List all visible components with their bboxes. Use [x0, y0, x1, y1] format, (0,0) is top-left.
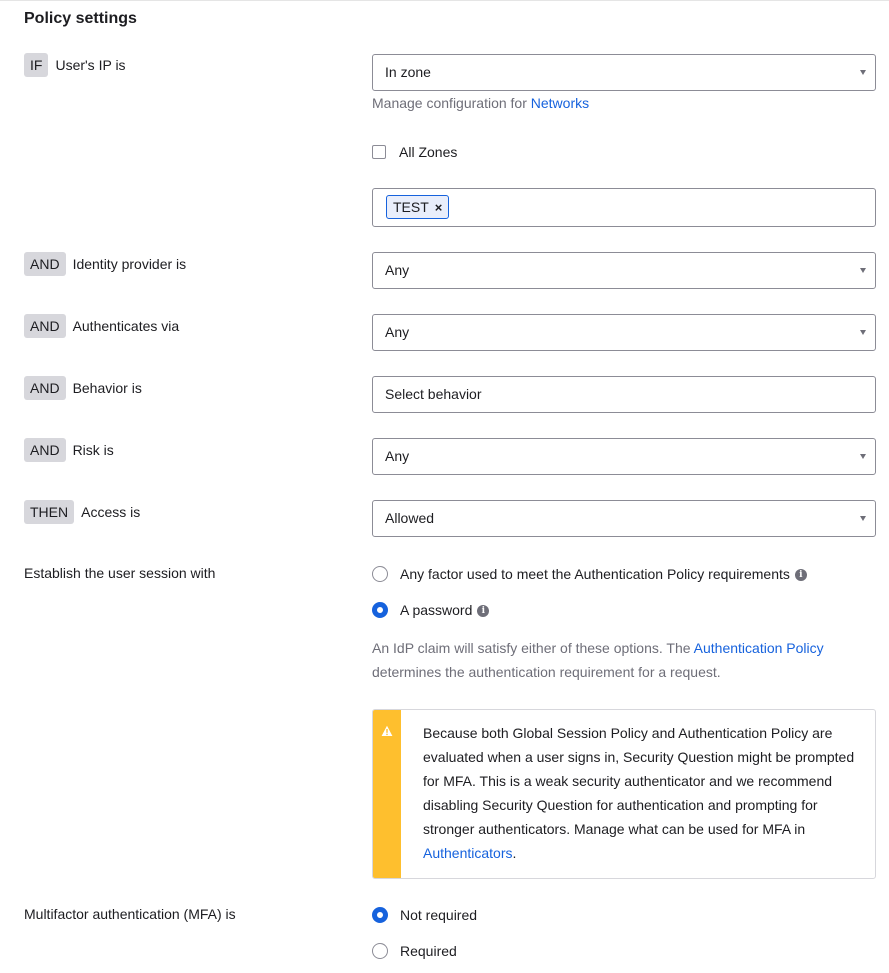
- mfa-label: Multifactor authentication (MFA) is: [24, 906, 236, 922]
- section-title: Policy settings: [24, 10, 137, 27]
- chevron-down-icon: [860, 70, 866, 75]
- condition-text: Behavior is: [72, 380, 142, 396]
- authenticators-link[interactable]: Authenticators: [423, 845, 513, 861]
- chevron-down-icon: [860, 454, 866, 459]
- keyword-then: THEN: [24, 500, 74, 524]
- radio-not-required[interactable]: [372, 907, 388, 923]
- condition-risk-label: [24, 438, 114, 462]
- radio-required[interactable]: [372, 943, 388, 959]
- authentication-policy-link[interactable]: Authentication Policy: [693, 640, 824, 656]
- warning-message: Because both Global Session Policy and Authentication Policy are evaluated when a user signs in, Security Question might be prompted for MFA. This is a weak security authenticator and we recommend disabling Security Question for authentication and prompting for stronger authenticators. Manage what can be used for MFA in: [423, 725, 855, 837]
- all-zones-label: All Zones: [399, 144, 458, 160]
- info-icon[interactable]: i: [477, 605, 489, 617]
- warning-callout: [372, 709, 876, 879]
- networks-link[interactable]: Networks: [530, 95, 590, 111]
- radio-label-any-factor: Any factor used to meet the Authentication Policy requirements: [400, 566, 790, 582]
- mfa-option-required[interactable]: [372, 941, 457, 961]
- risk-select[interactable]: [372, 438, 876, 475]
- chevron-down-icon: [860, 516, 866, 521]
- note-text: An IdP claim will satisfy either of these options. The: [372, 640, 694, 656]
- radio-label-required: Required: [400, 943, 457, 959]
- info-icon[interactable]: i: [795, 569, 807, 581]
- behavior-input[interactable]: [372, 376, 876, 413]
- zone-tag-label: TEST: [393, 199, 429, 215]
- condition-ip-label: [24, 53, 126, 77]
- select-value: In zone: [385, 64, 431, 80]
- identity-provider-select[interactable]: [372, 252, 876, 289]
- condition-text: Risk is: [72, 442, 114, 458]
- radio-label-not-required: Not required: [400, 907, 478, 923]
- session-option-any-factor[interactable]: [372, 564, 807, 584]
- session-option-password[interactable]: [372, 600, 489, 620]
- callout-bar: [373, 710, 401, 878]
- keyword-and: AND: [24, 438, 66, 462]
- select-value: Any: [385, 448, 410, 464]
- condition-access-label: [24, 500, 140, 524]
- keyword-and: AND: [24, 376, 66, 400]
- warning-text: [423, 721, 859, 865]
- keyword-if: IF: [24, 53, 48, 77]
- access-select[interactable]: [372, 500, 876, 537]
- keyword-and: AND: [24, 252, 66, 276]
- networks-helper: [372, 95, 589, 111]
- session-label: Establish the user session with: [24, 565, 216, 581]
- chevron-down-icon: [860, 330, 866, 335]
- warning-icon: [381, 725, 393, 737]
- condition-text: Access is: [81, 504, 141, 520]
- keyword-and: AND: [24, 314, 66, 338]
- note-text: determines the authentication requirement for a request.: [372, 664, 721, 680]
- radio-label-password: A password: [400, 602, 473, 618]
- all-zones-row[interactable]: [372, 143, 457, 161]
- mfa-option-not-required[interactable]: [372, 905, 477, 925]
- zone-tag: [386, 195, 449, 219]
- radio-any-factor[interactable]: [372, 566, 388, 582]
- all-zones-checkbox[interactable]: [372, 145, 386, 159]
- select-value: Allowed: [385, 510, 435, 526]
- zone-tag-input[interactable]: [372, 188, 876, 227]
- radio-password[interactable]: [372, 602, 388, 618]
- behavior-placeholder: Select behavior: [385, 386, 482, 402]
- condition-text: Identity provider is: [72, 256, 187, 272]
- remove-tag-icon[interactable]: ×: [434, 199, 443, 215]
- authenticates-via-select[interactable]: [372, 314, 876, 351]
- condition-text: Authenticates via: [72, 318, 180, 334]
- chevron-down-icon: [860, 268, 866, 273]
- condition-text: User's IP is: [55, 57, 126, 73]
- session-note: [372, 636, 862, 684]
- select-value: Any: [385, 262, 410, 278]
- top-divider: [0, 0, 889, 1]
- select-value: Any: [385, 324, 410, 340]
- helper-text: Manage configuration for: [372, 95, 531, 111]
- condition-auth-label: [24, 314, 179, 338]
- warning-suffix: .: [512, 845, 517, 861]
- condition-idp-label: [24, 252, 186, 276]
- condition-behavior-label: [24, 376, 142, 400]
- ip-zone-select[interactable]: [372, 54, 876, 91]
